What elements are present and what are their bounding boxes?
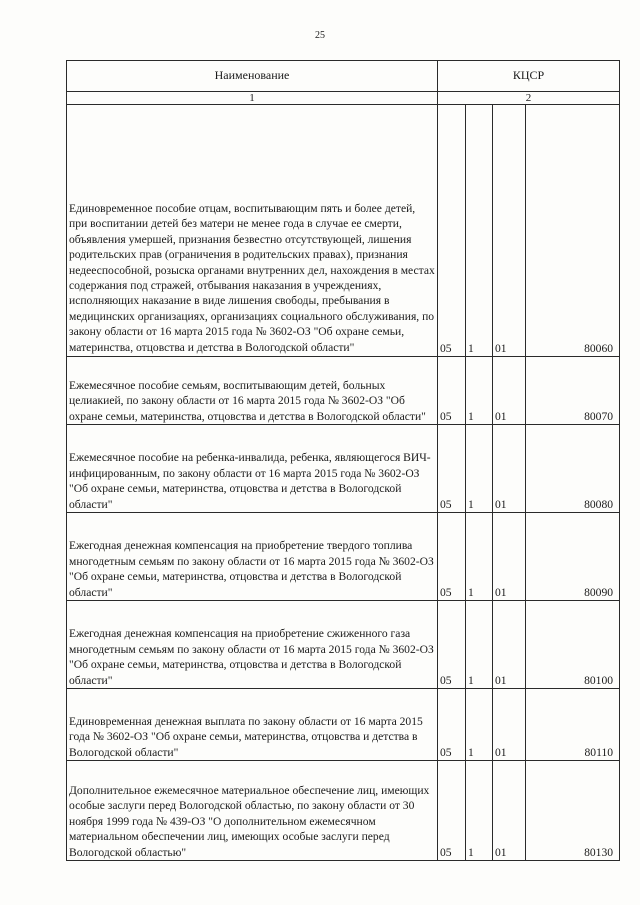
code-direction: 80080 — [526, 425, 620, 513]
table-row — [67, 513, 620, 601]
table-row — [67, 425, 620, 513]
column-number-1: 1 — [67, 92, 438, 105]
row-name: Ежегодная денежная компенсация на приобретение твердого топлива многодетным семьям по закону области от 16 марта 2015 года № 3602-ОЗ "Об охране семьи, материнства, отцовства и детства в Вологодской области" — [67, 513, 438, 601]
code-direction: 80130 — [526, 761, 620, 861]
code-activity: 01 — [493, 761, 526, 861]
row-name: Единовременное пособие отцам, воспитывающим пять и более детей, при воспитании детей без матери не менее года в случае ее смерти, объявления умершей, признания безвестно отсутствующей, лишения родительских прав (ограничения в родительских правах), признания недееспособной, розыска органами внутренних дел, нахождения в местах содержания под стражей, отбывания наказания в учреждениях, исполняющих наказание в виде лишения свободы, пребывания в медицинских организациях, организациях социального обслуживания, по закону области от 16 марта 2015 года № 3602-ОЗ "Об охране семьи, материнства, отцовства и детства в Вологодской области" — [67, 105, 438, 357]
header-row — [67, 61, 620, 92]
code-subprogram: 1 — [466, 425, 493, 513]
table-row — [67, 601, 620, 689]
code-subprogram: 1 — [466, 601, 493, 689]
code-program: 05 — [438, 425, 466, 513]
row-name: Дополнительное ежемесячное материальное обеспечение лиц, имеющих особые заслуги перед Вологодской областью, по закону области от 30 ноября 1999 года № 439-ОЗ "О дополнительном ежемесячном материальном обеспечении лиц, имеющих особые заслуги перед Вологодской областью" — [67, 761, 438, 861]
table-row — [67, 357, 620, 425]
code-direction: 80060 — [526, 105, 620, 357]
code-direction: 80100 — [526, 601, 620, 689]
code-direction: 80110 — [526, 689, 620, 761]
code-activity: 01 — [493, 601, 526, 689]
header-name: Наименование — [67, 61, 438, 92]
code-subprogram: 1 — [466, 761, 493, 861]
code-direction: 80090 — [526, 513, 620, 601]
row-name: Ежегодная денежная компенсация на приобретение сжиженного газа многодетным семьям по закону области от 16 марта 2015 года № 3602-ОЗ "Об охране семьи, материнства, отцовства и детства в Вологодской области" — [67, 601, 438, 689]
table-row — [67, 105, 620, 357]
code-direction: 80070 — [526, 357, 620, 425]
column-number-2: 2 — [438, 92, 620, 105]
table-row — [67, 761, 620, 861]
code-program: 05 — [438, 601, 466, 689]
row-name: Единовременная денежная выплата по закону области от 16 марта 2015 года № 3602-ОЗ "Об охране семьи, материнства, отцовства и детства в Вологодской области" — [67, 689, 438, 761]
header-kcsr: КЦСР — [438, 61, 620, 92]
row-name: Ежемесячное пособие на ребенка-инвалида, ребенка, являющегося ВИЧ-инфицированным, по закону области от 16 марта 2015 года № 3602-ОЗ "Об охране семьи, материнства, отцовства и детства в Вологодской области" — [67, 425, 438, 513]
code-subprogram: 1 — [466, 513, 493, 601]
code-subprogram: 1 — [466, 357, 493, 425]
code-program: 05 — [438, 689, 466, 761]
budget-table — [66, 60, 620, 861]
code-activity: 01 — [493, 425, 526, 513]
code-program: 05 — [438, 513, 466, 601]
row-name: Ежемесячное пособие семьям, воспитывающим детей, больных целиакией, по закону области от 16 марта 2015 года № 3602-ОЗ "Об охране семьи, материнства, отцовства и детства в Вологодской области" — [67, 357, 438, 425]
page-number: 25 — [315, 30, 325, 41]
code-program: 05 — [438, 357, 466, 425]
table-row — [67, 689, 620, 761]
code-subprogram: 1 — [466, 105, 493, 357]
code-program: 05 — [438, 105, 466, 357]
code-activity: 01 — [493, 513, 526, 601]
code-activity: 01 — [493, 357, 526, 425]
code-program: 05 — [438, 761, 466, 861]
column-number-row — [67, 92, 620, 105]
code-subprogram: 1 — [466, 689, 493, 761]
code-activity: 01 — [493, 105, 526, 357]
code-activity: 01 — [493, 689, 526, 761]
